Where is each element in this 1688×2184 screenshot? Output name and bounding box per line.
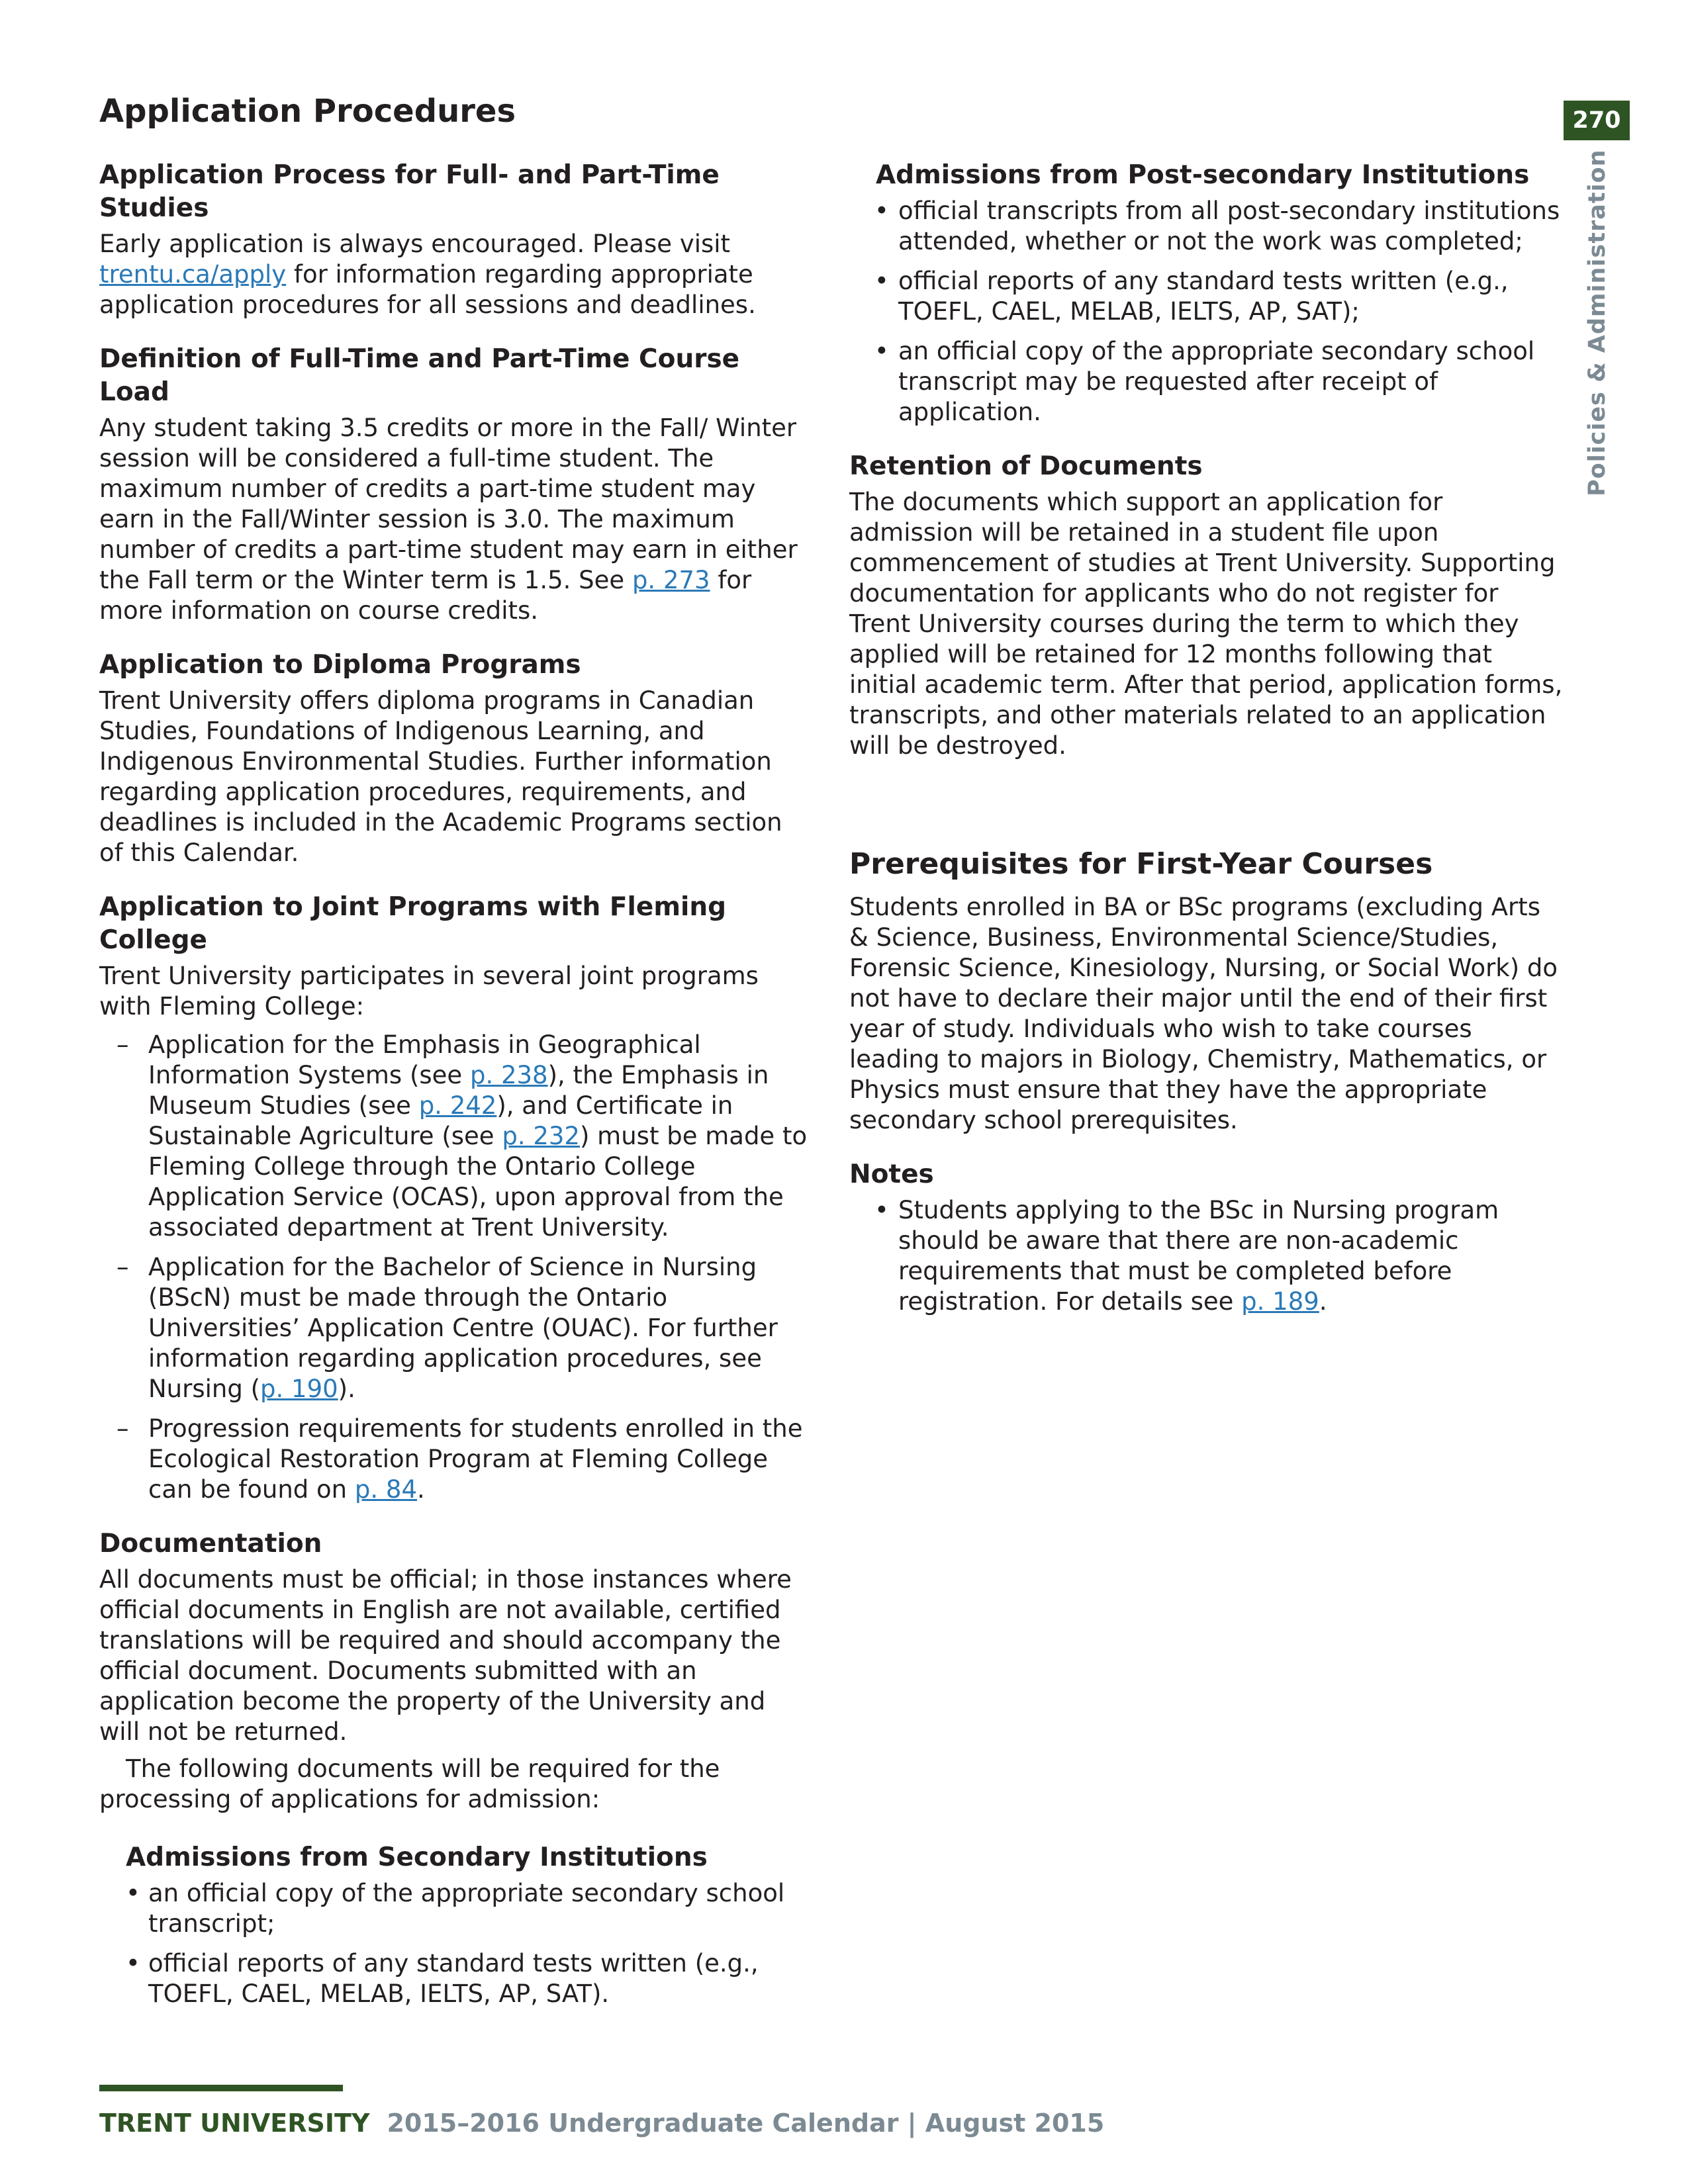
page-title: Application Procedures <box>99 93 516 130</box>
section-documentation <box>99 1527 808 1815</box>
page-link-232[interactable]: p. 232 <box>502 1122 580 1150</box>
footer-calendar: 2015–2016 Undergraduate Calendar | August 2015 <box>387 2109 1105 2138</box>
text: ), and Certificate in Sustainable Agriculture (see <box>148 1091 733 1150</box>
text: Early application is always encouraged. Please visit <box>99 230 731 258</box>
text: Students applying to the BSc in Nursing program should be aware that there are non-academic requirements that must be completed before registration. For details see <box>898 1196 1499 1316</box>
list-item <box>849 1195 1564 1317</box>
paragraph <box>99 229 808 320</box>
text: ), the Emphasis in Museum Studies (see <box>148 1061 769 1120</box>
page-link-242[interactable]: p. 242 <box>418 1091 497 1120</box>
paragraph: The following documents will be required for the processing of applications for admission: <box>99 1754 720 1813</box>
paragraph: Trent University participates in several joint programs with Fleming College: <box>99 962 759 1021</box>
list-item: • official transcripts from all post-secondary institutions attended, whether or not the work was completed; <box>849 196 1564 257</box>
footer-rule <box>99 2085 343 2091</box>
page-link-84[interactable]: p. 84 <box>354 1475 417 1504</box>
section-heading: Application to Diploma Programs <box>99 650 581 680</box>
section-course-load <box>99 343 808 626</box>
text: Application for the Bachelor of Science in Nursing (BScN) must be made through the Ontario Universities’ Application Centre (OUAC). For further information regarding application procedures, see Nursing ( <box>148 1253 778 1403</box>
section-heading: Application Process for Full- and Part-Time Studies <box>99 160 720 223</box>
section-secondary-admissions <box>99 1841 808 2009</box>
secondary-documents-list <box>126 1878 808 2009</box>
text: . <box>1319 1287 1327 1316</box>
left-column <box>99 159 808 2032</box>
list-item <box>99 1252 808 1404</box>
list-item: • an official copy of the appropriate secondary school transcript; <box>126 1878 808 1939</box>
footer <box>99 2107 1104 2140</box>
text: for information regarding appropriate application procedures for all sessions and deadlines. <box>99 260 756 319</box>
text: ) must be made to Fleming College through the Ontario College Application Service (OCAS), upon approval from the associated department at Trent University. <box>148 1122 808 1242</box>
paragraph: All documents must be official; in those instances where official documents in English are not available, certified translations will be required and should accompany the official document. Documents submitted with an application become the property of the University and will not be returned. <box>99 1565 792 1746</box>
text: . <box>417 1475 425 1504</box>
section-prerequisites <box>849 846 1564 1136</box>
section-title: Prerequisites for First-Year Courses <box>849 847 1433 881</box>
text: for more information on course credits. <box>99 566 752 625</box>
paragraph: Trent University offers diploma programs in Canadian Studies, Foundations of Indigenous Learning, and Indigenous Environmental Studies. Further information regarding application procedures, requirements, and deadlines is included in the Academic Programs section of this Calendar. <box>99 686 782 867</box>
text: Any student taking 3.5 credits or more in the Fall/ Winter session will be considered a full-time student. The maximum number of credits a part-time student may earn in the Fall/Winter session is 3.0. The maximum number of credits a part-time student may earn in either the Fall term or the Winter term is 1.5. See <box>99 414 798 594</box>
section-retention <box>849 450 1564 761</box>
paragraph: The documents which support an application for admission will be retained in a student file upon commencement of studies at Trent University. Supporting documentation for applicants who do not register for Trent University courses during the term to which they applied will be retained for 12 months following that initial academic term. After that period, application forms, transcripts, and other materials related to an application will be destroyed. <box>849 488 1563 760</box>
joint-programs-list <box>99 1030 808 1505</box>
page-link-189[interactable]: p. 189 <box>1241 1287 1319 1316</box>
footer-university: TRENT UNIVERSITY <box>99 2109 370 2138</box>
list-item: • official reports of any standard tests written (e.g., TOEFL, CAEL, MELAB, IELTS, AP, SAT). <box>126 1948 808 2009</box>
text: Application for the Emphasis in Geographical Information Systems (see <box>148 1030 701 1089</box>
page-link-190[interactable]: p. 190 <box>260 1375 338 1403</box>
list-item <box>99 1030 808 1243</box>
paragraph: Students enrolled in BA or BSc programs (excluding Arts & Science, Business, Environmental Science/Studies, Forensic Science, Kinesiology, Nursing, or Social Work) do not have to declare their major until the end of their first year of study. Individuals who wish to take courses leading to majors in Biology, Chemistry, Mathematics, or Physics must ensure that they have the appropriate secondary school prerequisites. <box>849 893 1558 1134</box>
list-item: • an official copy of the appropriate secondary school transcript may be requested after receipt of application. <box>849 336 1564 428</box>
page-link-273[interactable]: p. 273 <box>632 566 710 594</box>
right-column <box>849 159 1564 1340</box>
section-heading: Notes <box>849 1160 934 1189</box>
list-item <box>99 1414 808 1505</box>
postsecondary-documents-list <box>849 196 1564 428</box>
section-side-label: Policies & Administration <box>1584 149 1611 496</box>
notes-list <box>849 1195 1564 1317</box>
section-application-process <box>99 159 808 320</box>
section-heading: Documentation <box>99 1529 322 1559</box>
section-heading: Admissions from Post-secondary Institutions <box>876 160 1530 190</box>
section-notes <box>849 1158 1564 1317</box>
section-heading: Application to Joint Programs with Fleming College <box>99 892 727 955</box>
text: Progression requirements for students enrolled in the Ecological Restoration Program at Fleming College can be found on <box>148 1414 803 1504</box>
page-link-238[interactable]: p. 238 <box>469 1061 548 1089</box>
list-item: • official reports of any standard tests written (e.g., TOEFL, CAEL, MELAB, IELTS, AP, SAT); <box>849 266 1564 327</box>
section-heading: Definition of Full-Time and Part-Time Course Load <box>99 344 740 407</box>
section-diploma-programs <box>99 649 808 868</box>
paragraph <box>99 413 808 626</box>
section-joint-programs <box>99 891 808 1505</box>
section-postsecondary-admissions <box>849 159 1564 428</box>
text: ). <box>338 1375 355 1403</box>
section-heading: Retention of Documents <box>849 451 1203 481</box>
apply-link[interactable]: trentu.ca/apply <box>99 260 287 289</box>
page-number: 270 <box>1564 101 1630 140</box>
section-heading: Admissions from Secondary Institutions <box>126 1843 708 1872</box>
